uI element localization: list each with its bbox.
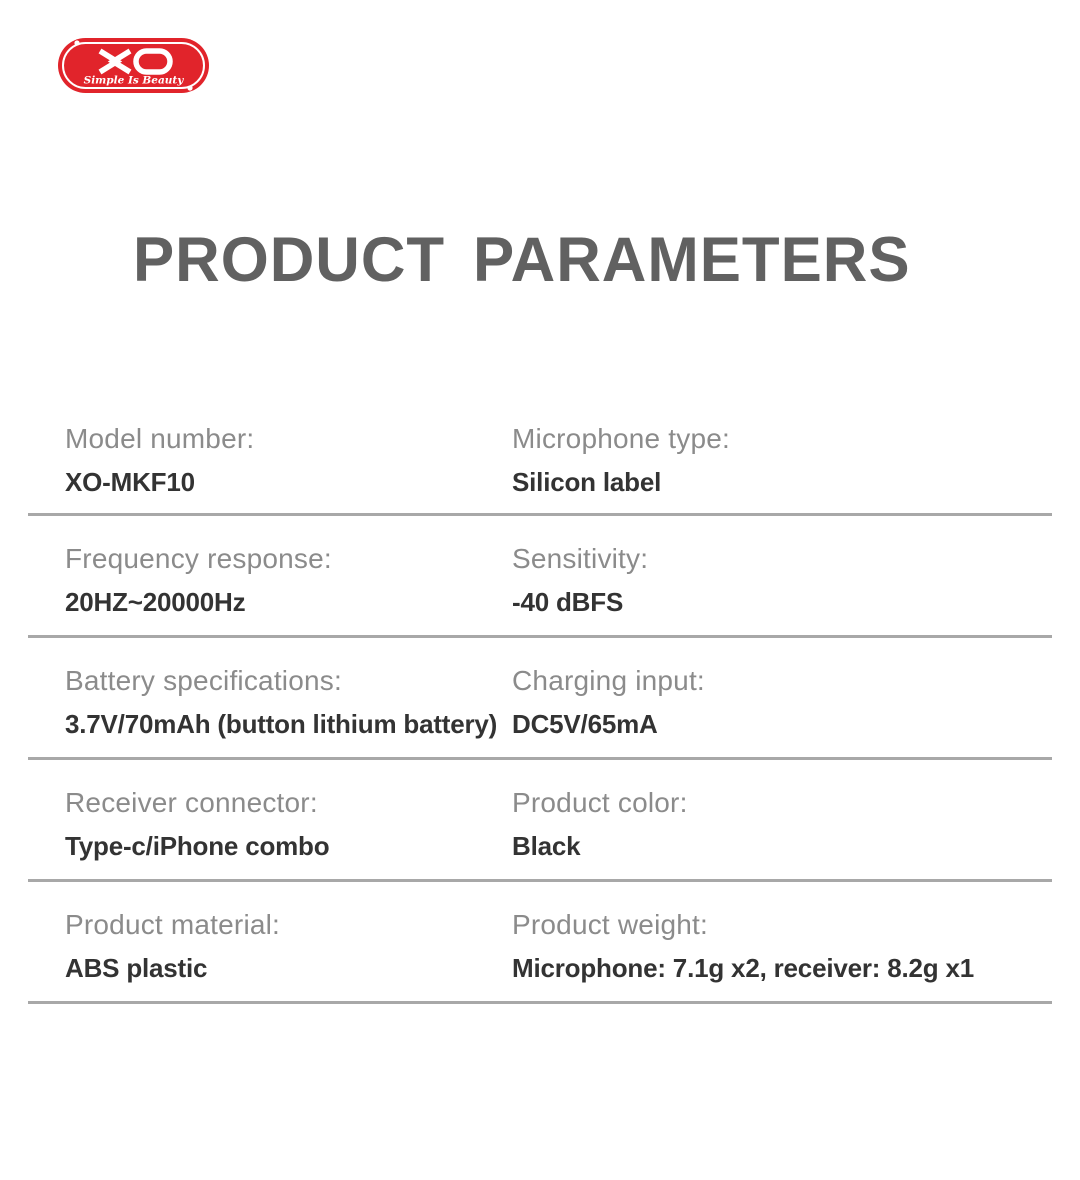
spec-cell-microphone-type [512, 422, 1052, 513]
spec-value: DC5V/65mA [512, 709, 658, 739]
spec-cell-model-number [28, 422, 512, 513]
spec-value: Type-c/iPhone combo [65, 831, 330, 861]
spec-value: 20HZ~20000Hz [65, 587, 246, 617]
spec-value: Microphone: 7.1g x2, receiver: 8.2g x1 [512, 953, 975, 983]
xo-logo-graphic [58, 38, 209, 93]
spec-value: ABS plastic [65, 953, 208, 983]
spec-cell-sensitivity [512, 542, 1052, 635]
spec-cell-product-material [28, 908, 512, 1001]
xo-brand-logo [58, 38, 209, 93]
spec-value: 3.7V/70mAh (button lithium battery) [65, 709, 498, 739]
logo-dot-bottom-right [187, 85, 192, 90]
spec-cell-product-weight [512, 908, 1052, 1001]
spec-label: Model number: [65, 423, 255, 454]
spec-label: Frequency response: [65, 543, 332, 574]
page-title: PRODUCT PARAMETERS [133, 225, 911, 295]
spec-row-material-weight [28, 882, 1052, 1004]
spec-label: Product color: [512, 787, 688, 818]
spec-label: Sensitivity: [512, 543, 649, 574]
spec-label: Microphone type: [512, 423, 730, 454]
spec-row-connector-color [28, 760, 1052, 882]
spec-label: Product weight: [512, 909, 708, 940]
spec-cell-product-color [512, 786, 1052, 879]
logo-tagline: Simple Is Beauty [83, 74, 184, 87]
spec-cell-battery-specifications [28, 664, 512, 757]
spec-value: Black [512, 831, 581, 861]
spec-label: Receiver connector: [65, 787, 318, 818]
spec-label: Battery specifications: [65, 665, 342, 696]
spec-cell-receiver-connector [28, 786, 512, 879]
spec-row-model-microphone [28, 394, 1052, 516]
spec-row-frequency-sensitivity [28, 516, 1052, 638]
spec-value: XO-MKF10 [65, 467, 195, 497]
spec-cell-charging-input [512, 664, 1052, 757]
spec-value: -40 dBFS [512, 587, 624, 617]
logo-dot-top-left [74, 40, 79, 45]
spec-row-battery-charging [28, 638, 1052, 760]
spec-table [28, 394, 1052, 1004]
spec-cell-frequency-response [28, 542, 512, 635]
spec-value: Silicon label [512, 467, 662, 497]
spec-label: Charging input: [512, 665, 705, 696]
spec-label: Product material: [65, 909, 281, 940]
